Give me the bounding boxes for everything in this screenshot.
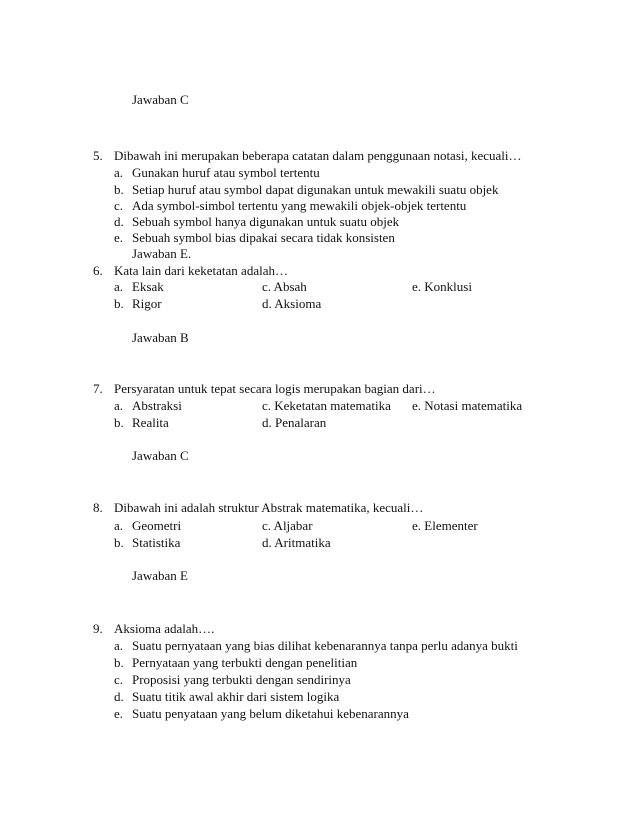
question-text: Kata lain dari keketatan adalah… (114, 263, 288, 278)
option-c: c. Absah (262, 279, 307, 294)
answer-previous: Jawaban C (132, 92, 189, 107)
option-label: a. (114, 638, 124, 653)
option-b: Statistika (132, 535, 181, 550)
option-c: c. Keketatan matematika (262, 398, 391, 413)
option-label: d. (114, 689, 124, 704)
option-label: b. (114, 415, 124, 430)
option-c: Proposisi yang terbukti dengan sendirinya (132, 672, 351, 687)
option-label: b. (114, 535, 124, 550)
option-d: Sebuah symbol hanya digunakan untuk suatu objek (132, 214, 400, 229)
option-b: Pernyataan yang terbukti dengan penelitian (132, 655, 358, 670)
option-label: e. (114, 230, 124, 245)
option-label: c. (114, 198, 124, 213)
option-e: Sebuah symbol bias dipakai secara tidak konsisten (132, 230, 395, 245)
question-text: Dibawah ini adalah struktur Abstrak matematika, kecuali… (114, 500, 424, 515)
option-d: d. Aksioma (262, 296, 322, 311)
option-a: Suatu pernyataan yang bias dilihat kebenarannya tanpa perlu adanya bukti (132, 638, 518, 653)
option-a: Gunakan huruf atau symbol tertentu (132, 165, 320, 180)
option-label: b. (114, 655, 124, 670)
option-b: Rigor (132, 296, 162, 311)
option-a: Eksak (132, 279, 164, 294)
question-number: 8. (93, 500, 103, 515)
option-d: Suatu titik awal akhir dari sistem logika (132, 689, 340, 704)
option-label: a. (114, 165, 124, 180)
option-e: e. Elementer (412, 518, 478, 533)
answer: Jawaban C (132, 448, 189, 463)
question-text: Dibawah ini merupakan beberapa catatan dalam penggunaan notasi, kecuali… (114, 148, 522, 163)
option-label: b. (114, 182, 124, 197)
option-e: e. Notasi matematika (412, 398, 523, 413)
option-d: d. Aritmatika (262, 535, 331, 550)
question-number: 9. (93, 621, 103, 636)
option-e: Suatu penyataan yang belum diketahui kebenarannya (132, 706, 409, 721)
option-label: b. (114, 296, 124, 311)
question-number: 7. (93, 381, 103, 396)
answer: Jawaban E (132, 568, 188, 583)
option-label: c. (114, 672, 124, 687)
option-a: Geometri (132, 518, 182, 533)
option-label: e. (114, 706, 124, 721)
option-c: Ada symbol-simbol tertentu yang mewakili objek-objek tertentu (132, 198, 467, 213)
option-label: d. (114, 214, 124, 229)
option-a: Abstraksi (132, 398, 182, 413)
question-number: 5. (93, 148, 103, 163)
option-b: Setiap huruf atau symbol dapat digunakan untuk mewakili suatu objek (132, 182, 499, 197)
option-label: a. (114, 398, 124, 413)
question-number: 6. (93, 263, 103, 278)
option-b: Realita (132, 415, 169, 430)
option-label: a. (114, 279, 124, 294)
question-text: Aksioma adalah…. (114, 621, 215, 636)
answer: Jawaban B (132, 330, 189, 345)
answer: Jawaban E. (132, 246, 192, 261)
question-text: Persyaratan untuk tepat secara logis merupakan bagian dari… (114, 381, 436, 396)
option-label: a. (114, 518, 124, 533)
option-e: e. Konklusi (412, 279, 472, 294)
option-c: c. Aljabar (262, 518, 313, 533)
option-d: d. Penalaran (262, 415, 327, 430)
